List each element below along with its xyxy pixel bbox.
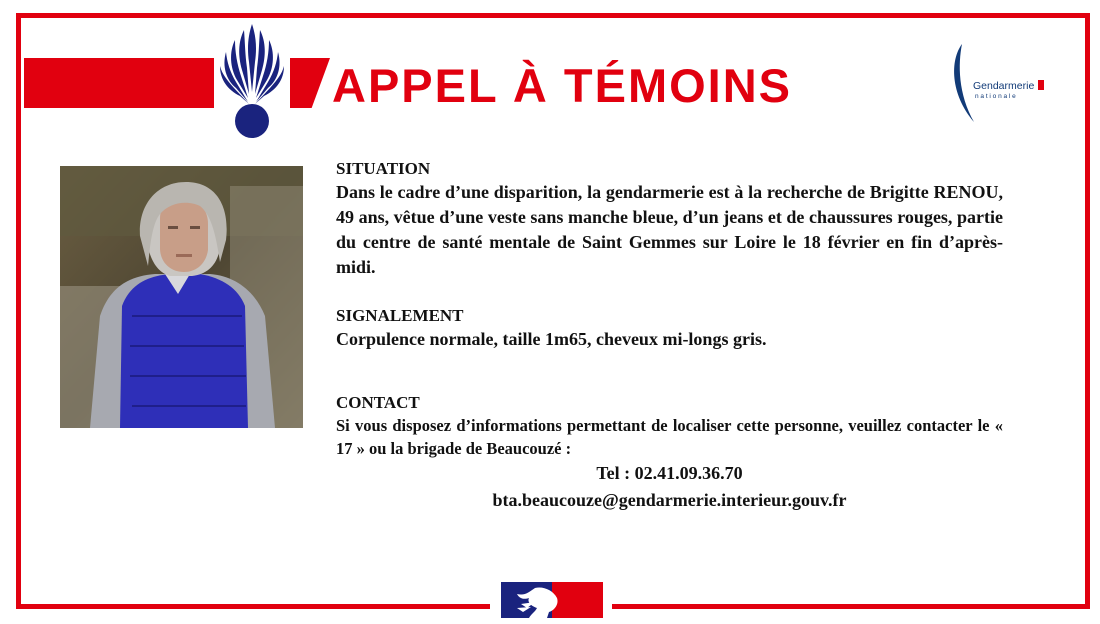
missing-person-photo xyxy=(60,166,303,428)
situation-label: SITUATION xyxy=(336,159,431,178)
signalement-label: SIGNALEMENT xyxy=(336,306,464,325)
contact-text: Si vous disposez d’informations permettant de localiser cette personne, veuillez contacter le « 17 » ou la brigade de Beaucouzé : xyxy=(336,416,1003,458)
situation-text: Dans le cadre d’une disparition, la gendarmerie est à la recherche de Brigitte RENOU, 49 ans, vêtue d’une veste sans manche bleue, d’un jeans et de chaussures rouges, partie du centre de santé mentale de Saint Gemmes sur Loire le 18 février en fin d’après-midi. xyxy=(336,182,1003,277)
signalement-text: Corpulence normale, taille 1m65, cheveux mi-longs gris. xyxy=(336,329,767,349)
logo-name: Gendarmerie xyxy=(973,80,1035,92)
flaming-grenade-emblem-icon xyxy=(214,22,290,142)
contact-phone: Tel : 02.41.09.36.70 xyxy=(596,463,743,483)
page-title: APPEL À TÉMOINS xyxy=(332,59,793,112)
logo-subtitle: nationale xyxy=(975,93,1018,100)
marianne-flag-icon xyxy=(501,582,603,618)
notice-content xyxy=(336,158,1003,514)
contact-email[interactable]: bta.beaucouze@gendarmerie.interieur.gouv.fr xyxy=(492,490,847,510)
gendarmerie-nationale-logo-icon xyxy=(948,40,1058,124)
contact-label: CONTACT xyxy=(336,393,420,412)
